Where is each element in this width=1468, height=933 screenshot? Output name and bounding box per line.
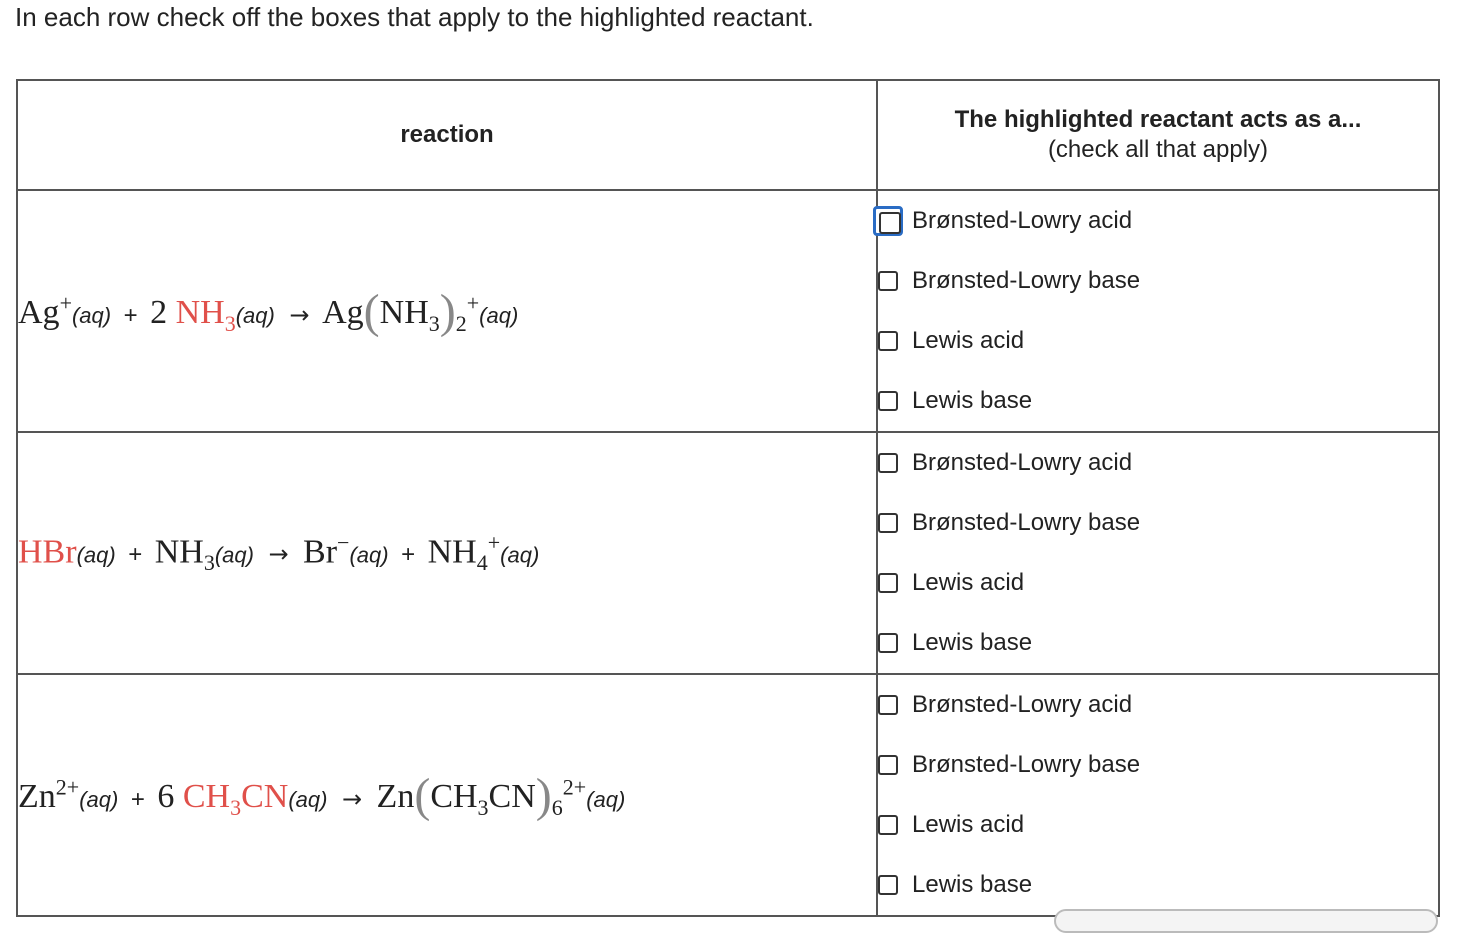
highlighted-reactant: HBr [18,533,77,571]
option-bronsted-acid[interactable]: Brønsted-Lowry acid [878,433,1438,493]
option-lewis-base[interactable]: Lewis base [878,613,1438,673]
checkbox[interactable] [878,271,898,291]
option-lewis-acid[interactable]: Lewis acid [878,311,1438,371]
checkbox[interactable] [878,573,898,593]
table-row [17,190,1439,432]
option-lewis-acid[interactable]: Lewis acid [878,553,1438,613]
table-header-row [17,80,1439,190]
option-bronsted-acid[interactable]: Brønsted-Lowry acid [878,191,1438,251]
reaction-table [16,79,1440,917]
checkbox[interactable] [878,755,898,775]
highlighted-reactant: $NH_3$ [175,293,236,336]
horizontal-scrollbar[interactable] [1054,909,1438,933]
checkbox[interactable] [878,453,898,473]
table-row [17,674,1439,916]
options-cell-2 [877,432,1439,674]
checkbox[interactable] [878,391,898,411]
acts-as-column-header [877,80,1439,190]
reaction-arrow: → [341,784,363,813]
option-lewis-acid[interactable]: Lewis acid [878,795,1438,855]
options-cell-3 [877,674,1439,916]
instruction-text: In each row check off the boxes that apply to the highlighted reactant. [15,2,814,32]
reaction-column-header: reaction [17,80,877,190]
checkbox[interactable] [873,206,903,236]
option-bronsted-base[interactable]: Brønsted-Lowry base [878,493,1438,553]
checkbox[interactable] [878,815,898,835]
options-cell-1 [877,190,1439,432]
table-row [17,432,1439,674]
checkbox[interactable] [878,633,898,653]
reaction-arrow: → [268,540,289,569]
reaction-equation-1: Ag+(aq) + 2 $NH_3(aq) \to Ag(NH_3)_2^+(aq)$ [17,190,877,432]
highlighted-reactant: $CH_3CN$ [182,777,289,820]
checkbox[interactable] [878,695,898,715]
reaction-equation-2: $HBr(aq) + NH_3(aq) \to Br^-(aq) + NH_4^+(aq)$ [17,432,877,674]
option-lewis-base[interactable]: Lewis base [878,371,1438,431]
reaction-equation-3: $Zn^{2+}(aq) + 6$ $CH_3CN(aq) \to Zn(CH_3CN)_6^{2+}(aq)$ [17,674,877,916]
acts-as-title: The highlighted reactant acts as a... [954,106,1362,133]
option-bronsted-base[interactable]: Brønsted-Lowry base [878,735,1438,795]
checkbox[interactable] [878,331,898,351]
checkbox[interactable] [878,513,898,533]
reaction-arrow: → [289,300,310,329]
option-bronsted-base[interactable]: Brønsted-Lowry base [878,251,1438,311]
check-all-note: (check all that apply) [1047,136,1269,163]
option-bronsted-acid[interactable]: Brønsted-Lowry acid [878,675,1438,735]
checkbox[interactable] [878,875,898,895]
option-lewis-base[interactable]: Lewis base [878,855,1438,915]
